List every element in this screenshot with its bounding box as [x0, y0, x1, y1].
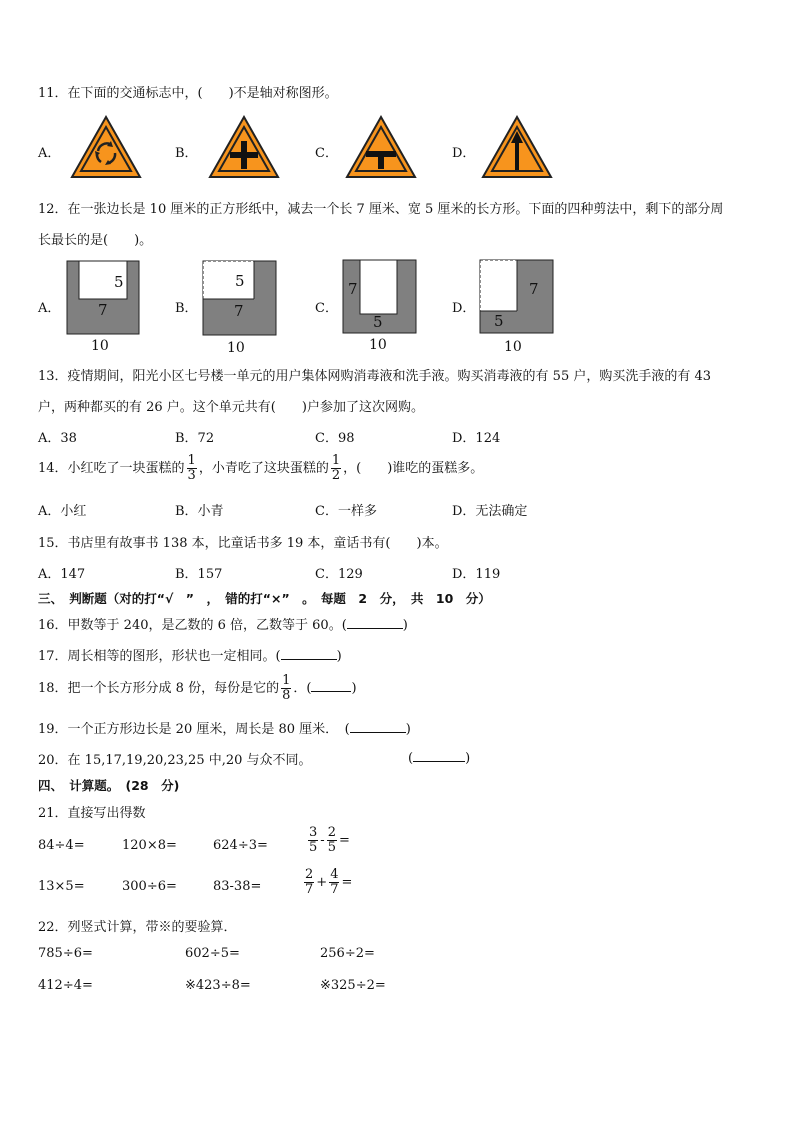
q21-f-b-second: [329, 868, 339, 897]
q16-answer-blank[interactable]: [347, 616, 403, 629]
question-20-answer: [408, 749, 470, 766]
q21-item-8-fraction-expression: [302, 868, 352, 897]
q22-item-6: ※325÷2=: [320, 978, 386, 993]
q21-f-b-equals: =: [341, 875, 353, 890]
q12-a-side-label: 10: [91, 338, 109, 354]
q12-shape-c: [342, 259, 418, 353]
q18-answer-blank[interactable]: [311, 679, 351, 692]
q12-option-d-label: D．: [452, 301, 476, 316]
question-14-text: [38, 454, 483, 483]
q21-item-7: 83-38=: [213, 879, 262, 894]
question-13-text-line1: 13．疫情期间，阳光小区七号楼一单元的用户集体网购消毒液和洗手液。购买消毒液的有 55 户，购买洗手液的有 43: [38, 369, 712, 384]
q19-close-paren: ): [405, 722, 411, 737]
q18-text-pre: 18．把一个长方形分成 8 份，每份是它的: [38, 681, 280, 696]
question-17: [38, 645, 342, 664]
q12-c-cut-label-length: 7: [348, 280, 358, 298]
q15-option-b: B．157: [175, 567, 223, 582]
q21-f-b-num2: 4: [330, 867, 339, 882]
q14-f2-numerator: 1: [331, 453, 341, 468]
q12-a-cut-label-length: 7: [98, 301, 108, 319]
q21-f-b-den2: 7: [330, 882, 339, 897]
question-15-text: 15．书店里有故事书 138 本，比童话书多 19 本，童话书有( )本。: [38, 536, 448, 551]
q21-f-a-num1: 3: [309, 825, 318, 840]
q12-a-cut-label-width: 5: [114, 273, 124, 291]
q14-option-a: A．小红: [38, 504, 87, 519]
question-21-title: 21．直接写出得数: [38, 806, 146, 821]
q22-item-3: 256÷2=: [320, 946, 375, 961]
q12-b-cut-label-length: 7: [234, 302, 244, 320]
section-4-heading: 四、 计算题。 (28 分): [38, 778, 180, 793]
q19-text: 19．一个正方形边长是 20 厘米，周长是 80 厘米． (: [38, 722, 350, 737]
q12-d-cut-label-width: 5: [494, 312, 504, 330]
q14-fraction-one-half: [331, 454, 341, 483]
q17-close-paren: ): [336, 649, 342, 664]
q12-d-cut-label-length: 7: [529, 280, 539, 298]
q13-option-a: A．38: [38, 431, 77, 446]
q21-f-b-num1: 2: [305, 867, 314, 882]
q18-close-paren: ): [351, 681, 357, 696]
q21-item-5: 13×5=: [38, 879, 85, 894]
q14-option-d: D．无法确定: [452, 504, 528, 519]
q21-f-a-first: [308, 826, 318, 855]
straight-ahead-sign-icon: [481, 115, 553, 179]
q21-f-a-operator: -: [320, 833, 325, 848]
q14-fraction-one-third: [187, 454, 197, 483]
q12-c-cut-label-width: 5: [373, 313, 383, 331]
question-12-text-line2: 长最长的是( )。: [38, 233, 153, 248]
q17-answer-blank[interactable]: [281, 647, 337, 660]
q14-text-mid: ，小青吃了这块蛋糕的: [198, 461, 329, 476]
q21-f-a-num2: 2: [327, 825, 336, 840]
q21-f-a-second: [327, 826, 337, 855]
q13-option-b: B．72: [175, 431, 215, 446]
q12-b-side-label: 10: [227, 340, 245, 356]
q11-option-c-label: C．: [315, 146, 338, 161]
q21-item-6: 300÷6=: [122, 879, 177, 894]
q21-item-1: 84÷4=: [38, 838, 85, 853]
q16-close-paren: ): [402, 618, 408, 633]
q14-f1-numerator: 1: [187, 453, 196, 468]
q21-f-b-operator: +: [316, 875, 328, 890]
q12-option-c-label: C．: [315, 301, 338, 316]
q12-option-a-label: A．: [38, 301, 61, 316]
q12-c-side-label: 10: [369, 337, 387, 353]
q12-option-b-label: B．: [175, 301, 198, 316]
q21-f-a-den1: 5: [309, 840, 318, 855]
q12-shape-a: [66, 260, 142, 354]
q14-f1-denominator: 3: [187, 468, 196, 483]
q14-text-pre: 14．小红吃了一块蛋糕的: [38, 461, 185, 476]
q22-item-5: ※423÷8=: [185, 978, 251, 993]
question-18: [38, 674, 357, 703]
q20-open-paren: (: [408, 751, 414, 766]
q22-item-1: 785÷6=: [38, 946, 93, 961]
q21-item-2: 120×8=: [122, 838, 177, 853]
q18-numerator: 1: [282, 673, 291, 688]
q18-denominator: 8: [282, 688, 291, 703]
q14-text-post: ，( )谁吃的蛋糕多。: [343, 461, 484, 476]
q13-option-c: C．98: [315, 431, 355, 446]
q17-text: 17．周长相等的图形，形状也一定相同。(: [38, 649, 281, 664]
section-3-heading: 三、 判断题（对的打“√ ” ， 错的打“×” 。 每题 2 分， 共 10 分）: [38, 591, 491, 606]
q20-answer-blank[interactable]: [413, 749, 465, 762]
q12-shape-d: [479, 259, 555, 355]
q12-d-side-label: 10: [504, 339, 522, 355]
q15-option-d: D．119: [452, 567, 501, 582]
q22-item-2: 602÷5=: [185, 946, 240, 961]
question-20-text: 20．在 15,17,19,20,23,25 中,20 与众不同。: [38, 753, 312, 768]
q20-close-paren: ): [465, 751, 471, 766]
question-19: [38, 718, 411, 737]
q11-option-d-label: D．: [452, 146, 476, 161]
t-junction-sign-icon: [345, 115, 417, 179]
q21-f-b-first: [304, 868, 314, 897]
q21-item-4-fraction-expression: [306, 826, 350, 855]
q15-option-c: C．129: [315, 567, 363, 582]
q21-item-3: 624÷3=: [213, 838, 268, 853]
q18-text-post: ．(: [293, 681, 312, 696]
q14-f2-denominator: 2: [331, 468, 341, 483]
question-22-title: 22．列竖式计算，带※的要验算．: [38, 920, 237, 935]
q21-f-a-equals: =: [338, 833, 350, 848]
q12-shape-b: [202, 260, 280, 356]
question-12-text-line1: 12．在一张边长是 10 厘米的正方形纸中，减去一个长 7 厘米、宽 5 厘米的长方形。下面的四种剪法中，剩下的部分周: [38, 202, 724, 217]
q19-answer-blank[interactable]: [350, 720, 406, 733]
crossroad-sign-icon: [208, 115, 280, 179]
q12-b-cut-label-width: 5: [235, 272, 245, 290]
q22-item-4: 412÷4=: [38, 978, 93, 993]
question-11-text: 11．在下面的交通标志中，( )不是轴对称图形。: [38, 86, 338, 101]
q11-option-a-label: A．: [38, 146, 61, 161]
q11-option-b-label: B．: [175, 146, 198, 161]
question-13-text-line2: 户，两种都买的有 26 户。这个单元共有( )户参加了这次网购。: [38, 400, 424, 415]
q21-f-b-den1: 7: [305, 882, 314, 897]
q15-option-a: A．147: [38, 567, 86, 582]
q14-option-b: B．小青: [175, 504, 224, 519]
roundabout-sign-icon: [70, 115, 142, 179]
q18-fraction-one-eighth: [281, 674, 291, 703]
q21-f-a-den2: 5: [327, 840, 336, 855]
q14-option-c: C．一样多: [315, 504, 377, 519]
q13-option-d: D．124: [452, 431, 501, 446]
q16-text: 16．甲数等于 240，是乙数的 6 倍，乙数等于 60。(: [38, 618, 347, 633]
question-16: [38, 614, 408, 633]
